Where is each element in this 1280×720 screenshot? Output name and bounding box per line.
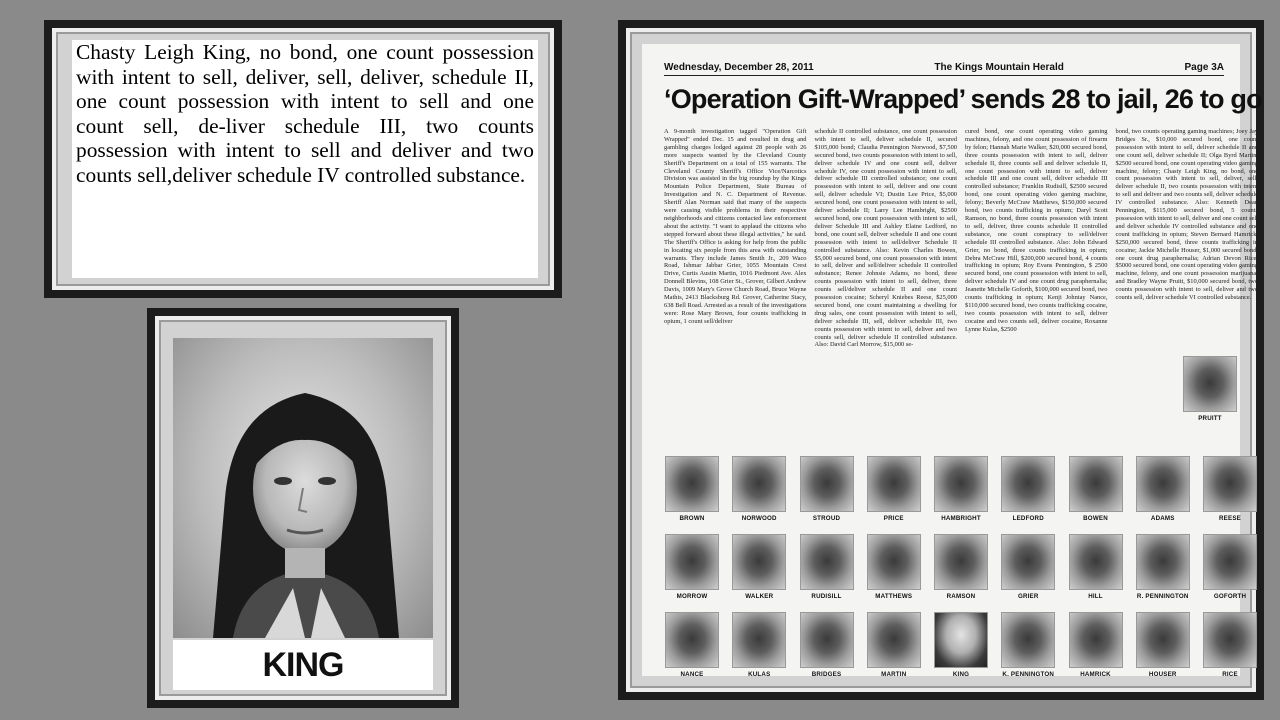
mugshot-thumbnail bbox=[664, 456, 720, 524]
blurred-face-image bbox=[665, 612, 719, 668]
mugshot-thumbnail-label: REESE bbox=[1219, 515, 1241, 522]
mugshot-thumbnail-label: NORWOOD bbox=[741, 515, 777, 522]
mugshot-thumbnail bbox=[933, 456, 989, 524]
mugshot-row bbox=[664, 534, 1258, 602]
newspaper-page bbox=[642, 44, 1262, 678]
mugshot-thumbnail-label: R. PENNINGTON bbox=[1136, 593, 1189, 600]
mugshot-row bbox=[664, 456, 1258, 524]
newspaper-headline: ‘Operation Gift-Wrapped’ sends 28 to jail, 26 to go bbox=[664, 84, 1262, 114]
mugshot-thumbnail bbox=[1000, 456, 1056, 524]
article-column: schedule II controlled substance, one count possession with intent to sell, deliver schedule II, secured $105,000 bond; Claudia Pennington Norwood, $7,500 secured bond, two counts possession with intent to sell, deliver schedule IV and one count sell, deliver schedule IV, one count possession with intent to sell, deliver schedule III controlled substance; one count possession with intent to sell, deliver and one count sell, deliver schedule VI; Dustin Lee Price, $5,000 secured bond, one count possession with intent to sell, deliver schedule II; Larry Lee Hambright, $2500 secured bond, one count possession with intent to sell, deliver Schedule III and Ashley Elaine Ledford, no bond, one count sell, deliver schedule II and one count possession with intent to sell/deliver Schedule II controlled substance. Also: Kevin Charles Bowen, $5,000 secured bond, one count possession with intent to sell, deliver and sell/deliver schedule II controlled substance; Renee Johnsie Adams, no bond, three counts possession with intent to sell, deliver, three counts sell/deliver schedule II and one count possession cocaine; Scheryl Kniebes Reese, $25,000 secured bond, one count maintaining a dwelling for drug sales, one count possession with intent to sell, deliver schedule III, sell, deliver schedule III, two counts possession with intent to sell, deliver and two counts sell, deliver schedule II controlled substance. Also: David Carl Morrow, $15,000 se- bbox=[814, 128, 957, 349]
mugshot-portrait-image bbox=[173, 338, 437, 638]
mugshot-thumbnail bbox=[664, 612, 720, 680]
mugshot-thumbnail-label: KULAS bbox=[748, 671, 771, 678]
mugshot-thumbnail-label: HAMRICK bbox=[1080, 671, 1111, 678]
mugshot-thumbnail-label: BROWN bbox=[679, 515, 705, 522]
mugshot-thumbnail-label: HAMBRIGHT bbox=[941, 515, 981, 522]
mugshot-thumbnail bbox=[731, 612, 787, 680]
blurred-face-image bbox=[1136, 456, 1190, 512]
mugshot-thumbnail bbox=[866, 456, 922, 524]
mugshot-thumbnail-label: STROUD bbox=[812, 515, 841, 522]
mugshot-row bbox=[664, 612, 1258, 680]
mugshot-thumbnail bbox=[1202, 612, 1258, 680]
article-column: bond, two counts operating gaming machines; Joey Jay Bridges Sr., $10,000 secured bond, one count possession with intent to sell, deliver schedule II and one count sell, deliver schedule II; Olga Byrd Martin, $2500 secured bond, one count operating video gaming machine, felony; Chasty Leigh King, no bond, one count possession with intent to sell, deliver, sell, deliver schedule II, two counts possession with intent to sell and deliver and two counts sell, deliver schedule IV controlled substance. Also: Kenneth Dean Pennington, $115,000 secured bond, 5 counts possession with intent to sell, deliver and one count sell and deliver schedule IV controlled substance and one count trafficking in opium; Steven Bernard Hamrick, $250,000 secured bond, three counts trafficking in cocaine; Jackie Michelle Houser, $1,000 secured bond, one count drug paraphernalia; Adrian Devon Rice, $5000 secured bond, one count operating video gaming machine, felony, and one count possession marijuana; and Bradley Wayne Pruitt, $10,000 secured bond, two counts possession with intent to sell, deliver and two counts sell, deliver schedule VI controlled substance. bbox=[1115, 128, 1258, 302]
blurred-face-image bbox=[1203, 612, 1257, 668]
mugshot-thumbnail bbox=[731, 534, 787, 602]
blurred-face-image bbox=[1203, 456, 1257, 512]
mugshot-photo bbox=[173, 338, 433, 638]
blurred-face-image bbox=[867, 456, 921, 512]
mugshot-thumbnail-label: K. PENNINGTON bbox=[1002, 671, 1055, 678]
newspaper-frame bbox=[618, 20, 1264, 700]
blurred-face-image bbox=[1001, 534, 1055, 590]
blurred-face-image bbox=[1069, 456, 1123, 512]
mugshot-thumbnail-label: WALKER bbox=[745, 593, 774, 600]
mugshot-thumbnail-label: HILL bbox=[1088, 593, 1103, 600]
mugshot-thumbnail bbox=[664, 534, 720, 602]
mugshot-thumbnail bbox=[866, 534, 922, 602]
caption-text: Chasty Leigh King, no bond, one count possession with intent to sell, deliver, sell, deliver, schedule II, one count possession with intent to sell and one count sell, de-liver schedule III, two counts possession with intent to sell and deliver and two counts sell,deliver schedule IV controlled substance. bbox=[72, 40, 538, 278]
mugshot-thumbnail bbox=[866, 612, 922, 680]
blurred-face-image bbox=[1001, 456, 1055, 512]
mugshot-thumbnail bbox=[799, 612, 855, 680]
blurred-face-image bbox=[732, 534, 786, 590]
newspaper-publication: The Kings Mountain Herald bbox=[934, 62, 1064, 73]
mugshot-thumbnail bbox=[1000, 612, 1056, 680]
mugshot-thumbnail-label: GRIER bbox=[1017, 593, 1039, 600]
mugshot-thumbnail bbox=[799, 456, 855, 524]
blurred-face-image bbox=[1069, 534, 1123, 590]
mugshot-thumbnail bbox=[1068, 456, 1124, 524]
mugshot-thumbnail bbox=[1135, 534, 1191, 602]
caption-frame-inner bbox=[56, 32, 550, 286]
blurred-face-image bbox=[934, 534, 988, 590]
newspaper-date: Wednesday, December 28, 2011 bbox=[664, 62, 814, 73]
blurred-face-image bbox=[732, 456, 786, 512]
mugshot-frame bbox=[147, 308, 459, 708]
article-column: A 9-month investigation tagged "Operation Gift Wrapped" ended Dec. 15 and resulted in drug and gambling charges lodged against 28 people with 26 more suspects wanted by the Cleveland County Sheriff's Department on a total of 155 warrants. The Cleveland County Sheriff's Office Vice/Narcotics Division was assisted in the big roundup by the Kings Mountain Police Department, State Bureau of Investigation and N. C. Department of Revenue. Sheriff Alan Norman said that many of the suspects were causing visible problems in their respective neighborhoods and citizens contacted law enforcement about the activity. "I want to applaud the citizens who stepped forward about these illegal activities," he said. The Sheriff's Office is asking for help from the public in locating six people from this area with outstanding warrants. They include James Smith Jr., 209 Waco Road, Ishmar Jabbar Grier, 1055 Mountain Crest Drive, Curtis Austin Martin, 1016 Piedmont Ave. Alex Donnell Blevins, 108 Grier St., Grover, Gilbert Andrew Davis, 1009 Mary's Grove Church Road, Bruce Wayne Mathis, 2413 Blacksburg Rd. Grover, Catherine Stacy, 638 Bell Road. Arrested as a result of the investigations were: Rose Mary Brown, four counts trafficking in opium, 1 count sell/deliver bbox=[664, 128, 807, 325]
mugshot-thumbnail-label: PRUITT bbox=[1198, 415, 1222, 422]
caption-frame bbox=[44, 20, 562, 298]
mugshot-thumbnail bbox=[1135, 456, 1191, 524]
mugshot-thumbnail bbox=[1068, 534, 1124, 602]
mugshot-thumbnail-label: RUDISILL bbox=[811, 593, 842, 600]
blurred-face-image bbox=[867, 534, 921, 590]
blurred-face-image bbox=[934, 456, 988, 512]
mugshot-thumbnail-label: GOFORTH bbox=[1213, 593, 1247, 600]
blurred-face-image bbox=[800, 534, 854, 590]
mugshot-thumbnail-label: RAMSON bbox=[946, 593, 976, 600]
mugshot-thumbnail-label: LEDFORD bbox=[1012, 515, 1044, 522]
blurred-face-image bbox=[665, 456, 719, 512]
blurred-face-image bbox=[800, 456, 854, 512]
mugshot-thumbnail bbox=[1202, 456, 1258, 524]
article-columns bbox=[664, 128, 1258, 458]
mugshot-thumbnail-label: NANCE bbox=[680, 671, 704, 678]
blurred-face-image bbox=[665, 534, 719, 590]
mugshot-thumbnail bbox=[1202, 534, 1258, 602]
blurred-face-image bbox=[1136, 612, 1190, 668]
mugshot-thumbnail-label: HOUSER bbox=[1148, 671, 1177, 678]
face-image bbox=[934, 612, 988, 668]
mugshot-name-label: KING bbox=[173, 640, 433, 690]
mugshot-thumbnail bbox=[933, 612, 989, 680]
mugshot-grid bbox=[664, 456, 1258, 684]
mugshot-thumbnail bbox=[731, 456, 787, 524]
blurred-face-image bbox=[1001, 612, 1055, 668]
mugshot-thumbnail-label: BOWEN bbox=[1083, 515, 1108, 522]
mugshot-thumbnail-pruitt bbox=[1182, 356, 1238, 424]
mugshot-thumbnail-label: ADAMS bbox=[1150, 515, 1175, 522]
blurred-face-image bbox=[1183, 356, 1237, 412]
blurred-face-image bbox=[1069, 612, 1123, 668]
mugshot-thumbnail-label: RICE bbox=[1222, 671, 1238, 678]
article-column: cured bond, one count operating video gaming machines, felony, and one count possession of firearm by felon; Hannah Marie Walker, $20,000 secured bond, three counts possession with intent to sell, deliver schedule II, three counts sell and deliver schedule II, one count possession with intent to sell, deliver schedule III and one count sell, deliver schedule III controlled substance; Franklin Rudisill, $2500 secured bond, one count operating video gaming machine, felony; Beverly McCraw Matthews, $150,000 secured bond, two counts trafficking in opium; Daryl Scott Ramson, no bond, three counts possession with intent to sell, deliver, three counts schedule II controlled substance, one count conspiracy to sell/deliver schedule III controlled substance. Also: John Edward Grier, no bond, three counts trafficking in opium; Debra McCraw Hill, $200,000 secured bond, 4 counts trafficking in opium; Roy Evans Pennington, $ 2500 secured bond, one count possession with intent to sell, deliver schedule IV and one count drug paraphernalia; Jeanette Michelle Goforth, $100,000 secured bond, two counts trafficking in opium; Kenji Johntay Nance, $110,000 secured bond, two counts trafficking cocaine, two counts possession with intent to sell, deliver cocaine and two counts sell, deliver cocaine, Roxanne Lynne Kulas, $2500 bbox=[965, 128, 1108, 333]
newspaper-frame-inner bbox=[630, 32, 1262, 688]
blurred-face-image bbox=[1203, 534, 1257, 590]
mugshot-thumbnail-label: BRIDGES bbox=[811, 671, 842, 678]
blurred-face-image bbox=[1136, 534, 1190, 590]
mugshot-thumbnail-label: PRICE bbox=[883, 515, 904, 522]
mugshot-thumbnail bbox=[933, 534, 989, 602]
mugshot-thumbnail bbox=[1135, 612, 1191, 680]
newspaper-masthead bbox=[664, 62, 1224, 76]
mugshot-thumbnail bbox=[1068, 612, 1124, 680]
mugshot-thumbnail bbox=[1000, 534, 1056, 602]
mugshot-thumbnail-label: MARTIN bbox=[881, 671, 907, 678]
newspaper-page-number: Page 3A bbox=[1184, 62, 1224, 73]
mugshot-frame-inner bbox=[159, 320, 447, 696]
mugshot-thumbnail-label: KING bbox=[952, 671, 970, 678]
blurred-face-image bbox=[732, 612, 786, 668]
blurred-face-image bbox=[800, 612, 854, 668]
mugshot-thumbnail bbox=[799, 534, 855, 602]
blurred-face-image bbox=[867, 612, 921, 668]
mugshot-thumbnail-label: MORROW bbox=[676, 593, 708, 600]
mugshot-thumbnail-label: MATTHEWS bbox=[875, 593, 913, 600]
